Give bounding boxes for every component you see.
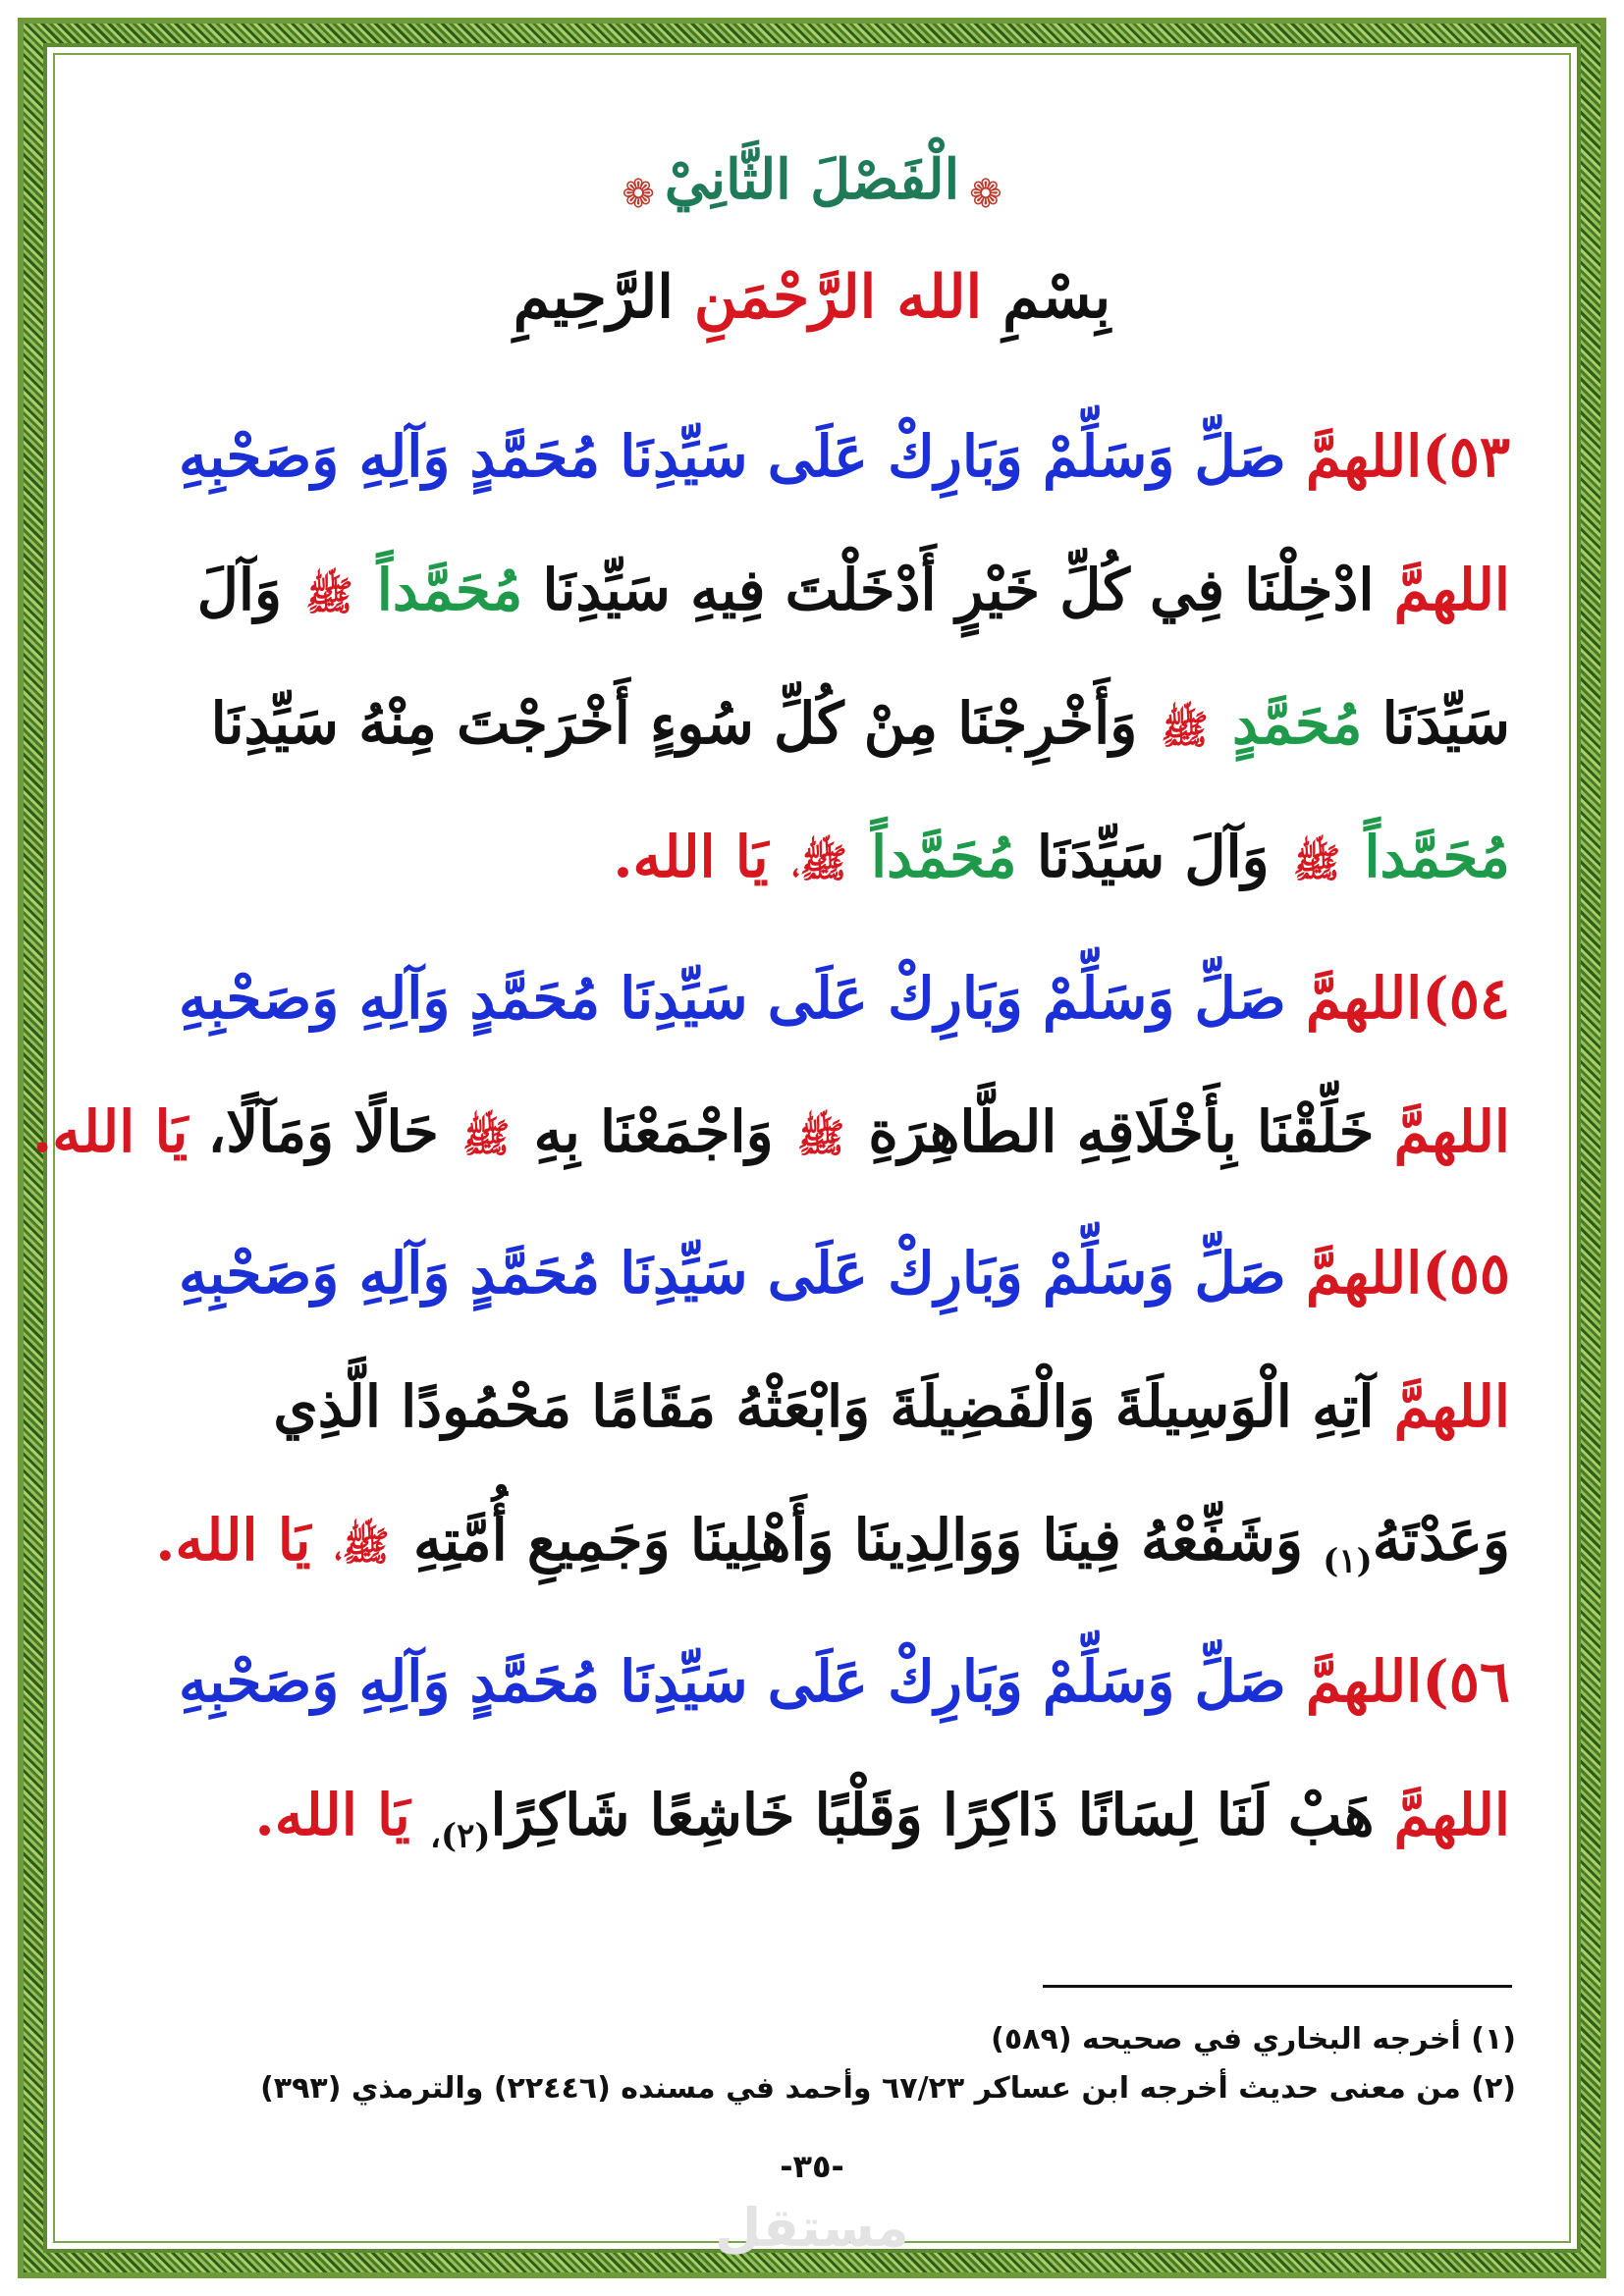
chapter-title: الْفَصْلَ الثَّانِيْ [664, 147, 960, 212]
footnote-2: (٢) من معنى حديث أخرجه ابن عساكر ٦٧/٢٣ وأحمد في مسنده (٢٢٤٤٦) والترمذي (٣٩٣) [260, 2071, 1516, 2106]
dua-text: سَيِّدَنَا [1381, 690, 1510, 757]
dua-text: وَعَدْتَهُ [1372, 1507, 1510, 1574]
salutation-glyph: ﷺ، [791, 840, 847, 886]
footnote-marker: (١) [1323, 1541, 1373, 1581]
prophet-name: مُحَمَّداً [871, 824, 1017, 890]
dua-text: وَأَخْرِجْنَا مِنْ كُلِّ سُوءٍ أَخْرَجْتَ مِنْهُ سَيِّدِنَا [210, 690, 1138, 757]
salutation-glyph: ﷺ، [334, 1523, 390, 1570]
section-55-line-1 [137, 1362, 1510, 1451]
salutation-glyph: ﷺ [796, 1115, 845, 1161]
salawat-lead: اللهمَّ [1305, 1240, 1423, 1307]
salutation-glyph: ﷺ [1161, 707, 1209, 753]
salawat-text: صَلِّ وَسَلِّمْ وَبَارِكْ عَلَى سَيِّدِنَا مُحَمَّدٍ وَآلِهِ وَصَحْبِهِ [178, 423, 1286, 490]
dua-text: وَشَفِّعْهُ فِينَا وَوَالِدِينَا وَأَهْلِينَا وَجَمِيعِ أُمَّتِهِ [412, 1507, 1304, 1574]
salawat-lead: اللهمَّ [1305, 965, 1423, 1032]
salawat-text: صَلِّ وَسَلِّمْ وَبَارِكْ عَلَى سَيِّدِنَا مُحَمَّدٍ وَآلِهِ وَصَحْبِهِ [178, 1240, 1286, 1307]
section-number: ٥٣) [1422, 423, 1510, 490]
section-54-line-1 [32, 1088, 1510, 1183]
dua-ending: يَا الله. [32, 1098, 189, 1165]
dua-lead: اللهمَّ [1393, 1098, 1510, 1165]
dua-text: وَآلَ [196, 557, 282, 623]
basmala-part-1: بِسْمِ [1002, 263, 1111, 332]
dua-text: وَاجْمَعْنَا بِهِ [533, 1098, 774, 1165]
salawat-lead: اللهمَّ [1305, 1648, 1423, 1715]
footnote-1: (١) أخرجه البخاري في صحيحه (٥٨٩) [991, 2022, 1516, 2056]
salawat-lead: اللهمَّ [1305, 423, 1423, 490]
section-55-line-2 [137, 1496, 1510, 1606]
salawat-text: صَلِّ وَسَلِّمْ وَبَارِكْ عَلَى سَيِّدِنَا مُحَمَّدٍ وَآلِهِ وَصَحْبِهِ [178, 965, 1286, 1032]
section-53-line-1 [137, 546, 1510, 641]
section-56-salawat [137, 1637, 1510, 1726]
salutation-glyph: ﷺ [462, 1115, 511, 1161]
ornament-icon: ❁ [969, 171, 1002, 217]
dua-text: آتِهِ الْوَسِيلَةَ وَالْفَضِيلَةَ وَابْعَثْهُ مَقَامًا مَحْمُودًا الَّذِي [273, 1373, 1375, 1440]
dua-ending: يَا الله. [254, 1782, 410, 1848]
footnote-divider [1043, 1985, 1512, 1988]
ornament-icon: ❁ [622, 171, 655, 217]
dua-text: ادْخِلْنَا فِي كُلِّ خَيْرٍ أَدْخَلْتَ فِيهِ سَيِّدِنَا [542, 557, 1375, 623]
watermark-logo: مستقل [715, 2197, 909, 2259]
section-number: ٥٦) [1422, 1648, 1510, 1715]
salutation-glyph: ﷺ [1292, 840, 1341, 886]
dua-text: وَآلَ سَيِّدَنَا [1036, 824, 1270, 890]
page-number: -٣٥- [780, 2148, 844, 2185]
basmala-part-3: الرَّحِيمِ [513, 263, 674, 332]
dua-text: حَالًا وَمَآلًا، [207, 1098, 439, 1165]
section-54-salawat [137, 954, 1510, 1042]
section-53-line-3 [137, 813, 1510, 908]
dua-text: خَلِّقْنَا بِأَخْلَاقِهِ الطَّاهِرَةِ [868, 1098, 1375, 1165]
dua-lead: اللهمَّ [1393, 1782, 1510, 1848]
prophet-name: مُحَمَّدٍ [1231, 690, 1363, 757]
section-56-line-1 [137, 1771, 1510, 1881]
section-55-salawat [137, 1229, 1510, 1317]
salutation-glyph: ﷺ [305, 573, 353, 619]
dua-lead: اللهمَّ [1393, 1373, 1510, 1440]
section-53-line-2 [137, 679, 1510, 774]
dua-text: هَبْ لَنَا لِسَانًا ذَاكِرًا وَقَلْبًا خَاشِعًا شَاكِرًا [490, 1782, 1375, 1848]
dua-lead: اللهمَّ [1393, 557, 1510, 623]
basmala [0, 263, 1624, 332]
salawat-text: صَلِّ وَسَلِّمْ وَبَارِكْ عَلَى سَيِّدِنَا مُحَمَّدٍ وَآلِهِ وَصَحْبِهِ [178, 1648, 1286, 1715]
chapter-heading [0, 147, 1624, 217]
footnote-marker: (٢)، [430, 1816, 491, 1856]
section-53-salawat [137, 412, 1510, 501]
basmala-part-2: الله الرَّحْمَنِ [693, 263, 983, 332]
prophet-name: مُحَمَّداً [376, 557, 523, 623]
prophet-name: مُحَمَّداً [1364, 824, 1510, 890]
section-number: ٥٥) [1422, 1240, 1510, 1307]
dua-ending: يَا الله. [613, 824, 769, 890]
section-number: ٥٤) [1422, 965, 1510, 1032]
dua-ending: يَا الله. [155, 1507, 311, 1574]
